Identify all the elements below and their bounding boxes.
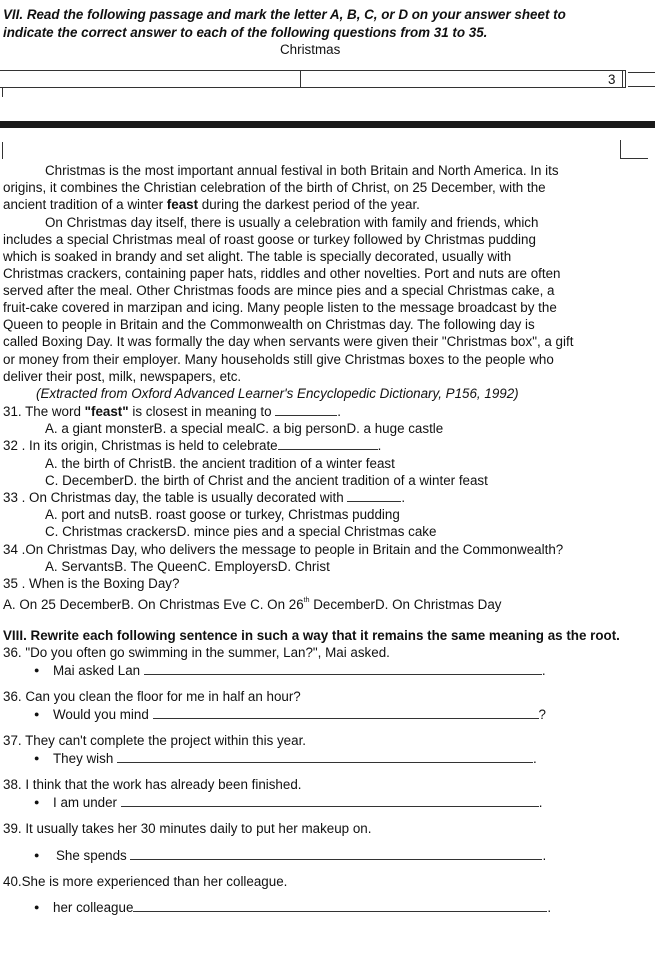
answer-blank-2[interactable] <box>153 706 539 719</box>
rewrite-a-2-end: ? <box>538 707 546 722</box>
passage-line-6: which is soaked in brandy and set alight. The table is specially decorated, usually with <box>3 249 512 264</box>
rewrite-a-3 <box>53 750 537 767</box>
q32-text: 32 . In its origin, Christmas is held to celebrate <box>3 438 278 453</box>
answer-blank-6[interactable] <box>133 899 547 912</box>
instruction-line-1: VII. Read the following passage and mark the letter A, B, C, or D on your answer sheet to <box>3 7 566 22</box>
passage-line-3-suffix: during the darkest period of the year. <box>201 197 420 212</box>
rewrite-a-1 <box>53 662 546 679</box>
bullet-icon: ● <box>34 850 40 860</box>
passage-line-5: includes a special Christmas meal of roast goose or turkey followed by Christmas pudding <box>3 232 536 247</box>
feast-word: feast <box>166 197 199 212</box>
q34-options: A. ServantsB. The QueenC. EmployersD. Christ <box>45 559 330 574</box>
rewrite-q-4: 38. I think that the work has already been finished. <box>3 777 302 792</box>
question-34: 34 .On Christmas Day, who delivers the message to people in Britain and the Commonwealth? <box>3 542 564 557</box>
q31-options: A. a giant monsterB. a special mealC. a big personD. a huge castle <box>45 421 444 436</box>
rewrite-q-2: 36. Can you clean the floor for me in half an hour? <box>3 689 301 704</box>
q31-prefix: 31. The word <box>3 404 81 419</box>
q35-sup: th <box>303 597 310 604</box>
rewrite-a-6 <box>53 899 551 916</box>
answer-blank-5[interactable] <box>130 847 542 860</box>
q33-text: 33 . On Christmas day, the table is usually decorated with <box>3 490 344 505</box>
rewrite-a-4 <box>53 794 542 811</box>
q32-blank <box>278 437 378 450</box>
passage-line-11: called Boxing Day. It was formally the day when servants were given their "Christmas box", a gift <box>3 334 574 349</box>
q33-options-1: A. port and nutsB. roast goose or turkey, Christmas pudding <box>45 507 400 522</box>
q32-options-1: A. the birth of ChristB. the ancient tradition of a winter feast <box>45 456 395 471</box>
rewrite-a-5-end: . <box>542 848 547 863</box>
q31-bold: "feast" <box>84 404 129 419</box>
q33-blank <box>347 489 401 502</box>
bullet-icon: ● <box>34 902 40 912</box>
rewrite-a-1-text: Mai asked Lan <box>53 663 141 678</box>
rewrite-q-5: 39. It usually takes her 30 minutes daily to put her makeup on. <box>3 821 372 836</box>
answer-blank-4[interactable] <box>121 794 539 807</box>
passage-line-7: Christmas crackers, containing paper hats, riddles and other novelties. Port and nuts are often <box>3 266 561 281</box>
instruction-line-2: indicate the correct answer to each of the following questions from 31 to 35. <box>3 25 488 40</box>
page-number: 3 <box>608 72 616 87</box>
q35-opts-a: A. On 25 DecemberB. On Christmas Eve C. On 26 <box>3 597 304 612</box>
passage-line-13: deliver their post, milk, newspapers, etc. <box>3 369 242 384</box>
passage-source: (Extracted from Oxford Advanced Learner's Encyclopedic Dictionary, P156, 1992) <box>36 386 519 401</box>
passage-line-8: served after the meal. Other Christmas foods are mince pies and a special Christmas cake, a <box>3 283 555 298</box>
question-33: 33 . On Christmas day, the table is usually decorated with . <box>3 490 406 505</box>
rewrite-q-6: 40.She is more experienced than her colleague. <box>3 874 288 889</box>
q35-opts-b: DecemberD. On Christmas Day <box>309 597 502 612</box>
q33-options-2: C. Christmas crackersD. mince pies and a special Christmas cake <box>45 524 437 539</box>
passage-line-12: or money from their employer. Many households still give Christmas boxes to the people who <box>3 352 554 367</box>
rewrite-a-5 <box>56 847 546 864</box>
question-32: 32 . In its origin, Christmas is held to celebrate . <box>3 438 382 453</box>
q32-options-2: C. DecemberD. the birth of Christ and the ancient tradition of a winter feast <box>45 473 488 488</box>
bullet-icon: ● <box>34 665 40 675</box>
passage-line-1: Christmas is the most important annual festival in both Britain and North America. In its <box>45 163 559 178</box>
rewrite-a-6-text: her colleague <box>53 900 134 915</box>
q31-blank <box>275 403 337 416</box>
rewrite-q-3: 37. They can't complete the project within this year. <box>3 733 307 748</box>
answer-blank-3[interactable] <box>117 750 533 763</box>
rewrite-a-2 <box>53 706 546 723</box>
question-31: 31. The word "feast" is closest in meaning to . <box>3 404 342 419</box>
bullet-icon: ● <box>34 753 40 763</box>
rewrite-a-6-end: . <box>547 900 552 915</box>
q31-suffix: is closest in meaning to <box>132 404 272 419</box>
section-8-title: VIII. Rewrite each following sentence in such a way that it remains the same meaning as the root. <box>3 628 620 643</box>
rewrite-a-3-text: They wish <box>53 751 114 766</box>
passage-line-3-prefix: ancient tradition of a winter <box>3 197 164 212</box>
passage-line-2: origins, it combines the Christian celebration of the birth of Christ, on 25 December, with the <box>3 180 546 195</box>
bullet-icon: ● <box>34 709 40 719</box>
rewrite-q-1: 36. "Do you often go swimming in the summer, Lan?", Mai asked. <box>3 645 390 660</box>
rewrite-a-4-end: . <box>538 795 543 810</box>
passage-title: Christmas <box>280 42 341 57</box>
question-35: 35 . When is the Boxing Day? <box>3 576 180 591</box>
bullet-icon: ● <box>34 797 40 807</box>
q35-options <box>3 592 502 613</box>
rewrite-a-1-end: . <box>541 663 546 678</box>
passage-line-3 <box>3 196 420 213</box>
rewrite-a-5-text: She spends <box>56 848 127 863</box>
passage-line-9: fruit-cake covered in marzipan and icing. Many people listen to the message broadcast by the <box>3 300 557 315</box>
passage-line-4: On Christmas day itself, there is usually a celebration with family and friends, which <box>45 215 539 230</box>
rewrite-a-4-text: I am under <box>53 795 118 810</box>
rewrite-a-3-end: . <box>533 751 537 766</box>
passage-line-10: Queen to people in Britain and the Commonwealth on Christmas day. The following day is <box>3 317 535 332</box>
rewrite-a-2-text: Would you mind <box>53 707 149 722</box>
answer-blank-1[interactable] <box>144 662 542 675</box>
